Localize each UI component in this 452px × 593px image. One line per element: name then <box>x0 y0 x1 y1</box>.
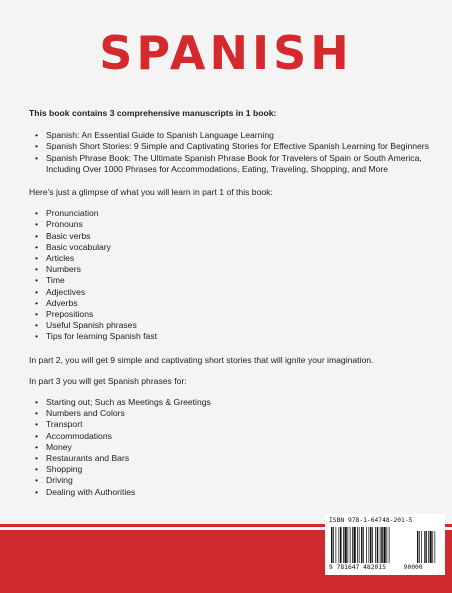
list-item: • Numbers <box>41 264 434 275</box>
list-item: • Spanish Short Stories: 9 Simple and Captivating Stories for Effective Spanish Learning for Beginners <box>41 141 434 152</box>
part1-intro: Here's just a glimpse of what you will learn in part 1 of this book: <box>29 187 273 198</box>
isbn-label: ISBN 978-1-64748-201-5 <box>329 517 413 524</box>
list-item: • Time <box>41 275 434 286</box>
list-item: • Articles <box>41 253 434 264</box>
list-item: • Tips for learning Spanish fast <box>41 331 434 342</box>
list-item: • Dealing with Authorities <box>41 487 434 498</box>
barcode <box>325 514 445 575</box>
description <box>29 108 434 510</box>
list-item: • Adjectives <box>41 287 434 298</box>
barcode-digits <box>329 564 423 571</box>
list-item: • Pronouns <box>41 219 434 230</box>
barcode-addon: 90000 <box>403 564 423 571</box>
list-item: • Starting out; Such as Meetings & Greetings <box>41 397 434 408</box>
list-item: • Adverbs <box>41 298 434 309</box>
list-item: • Accommodations <box>41 431 434 442</box>
list-item: • Money <box>41 442 434 453</box>
part1-list <box>29 208 434 342</box>
list-item: • Basic verbs <box>41 231 434 242</box>
part3-intro: In part 3 you will get Spanish phrases for: <box>29 375 187 386</box>
manuscript-list <box>29 130 434 175</box>
barcode-bars <box>331 527 439 563</box>
list-item: • Basic vocabulary <box>41 242 434 253</box>
list-item: • Useful Spanish phrases <box>41 320 434 331</box>
cover-title: SPANISH <box>99 26 353 80</box>
list-item: • Spanish: An Essential Guide to Spanish Language Learning <box>41 130 434 141</box>
barcode-number: 9 781647 482015 <box>329 564 386 571</box>
list-item: • Spanish Phrase Book: The Ultimate Spanish Phrase Book for Travelers of Spain or South America, Including Over 1000 Phrases for Accommodations, Eating, Traveling, Shopping, and More <box>41 153 434 175</box>
list-item: • Shopping <box>41 464 434 475</box>
list-item: • Restaurants and Bars <box>41 453 434 464</box>
part3-list <box>29 397 434 498</box>
list-item: • Prepositions <box>41 309 434 320</box>
list-item: • Pronunciation <box>41 208 434 219</box>
list-item: • Numbers and Colors <box>41 408 434 419</box>
list-item: • Transport <box>41 419 434 430</box>
part2-text: In part 2, you will get 9 simple and captivating short stories that will ignite your imagination. <box>29 354 374 365</box>
intro-text: This book contains 3 comprehensive manuscripts in 1 book: <box>29 108 277 118</box>
list-item: • Driving <box>41 475 434 486</box>
